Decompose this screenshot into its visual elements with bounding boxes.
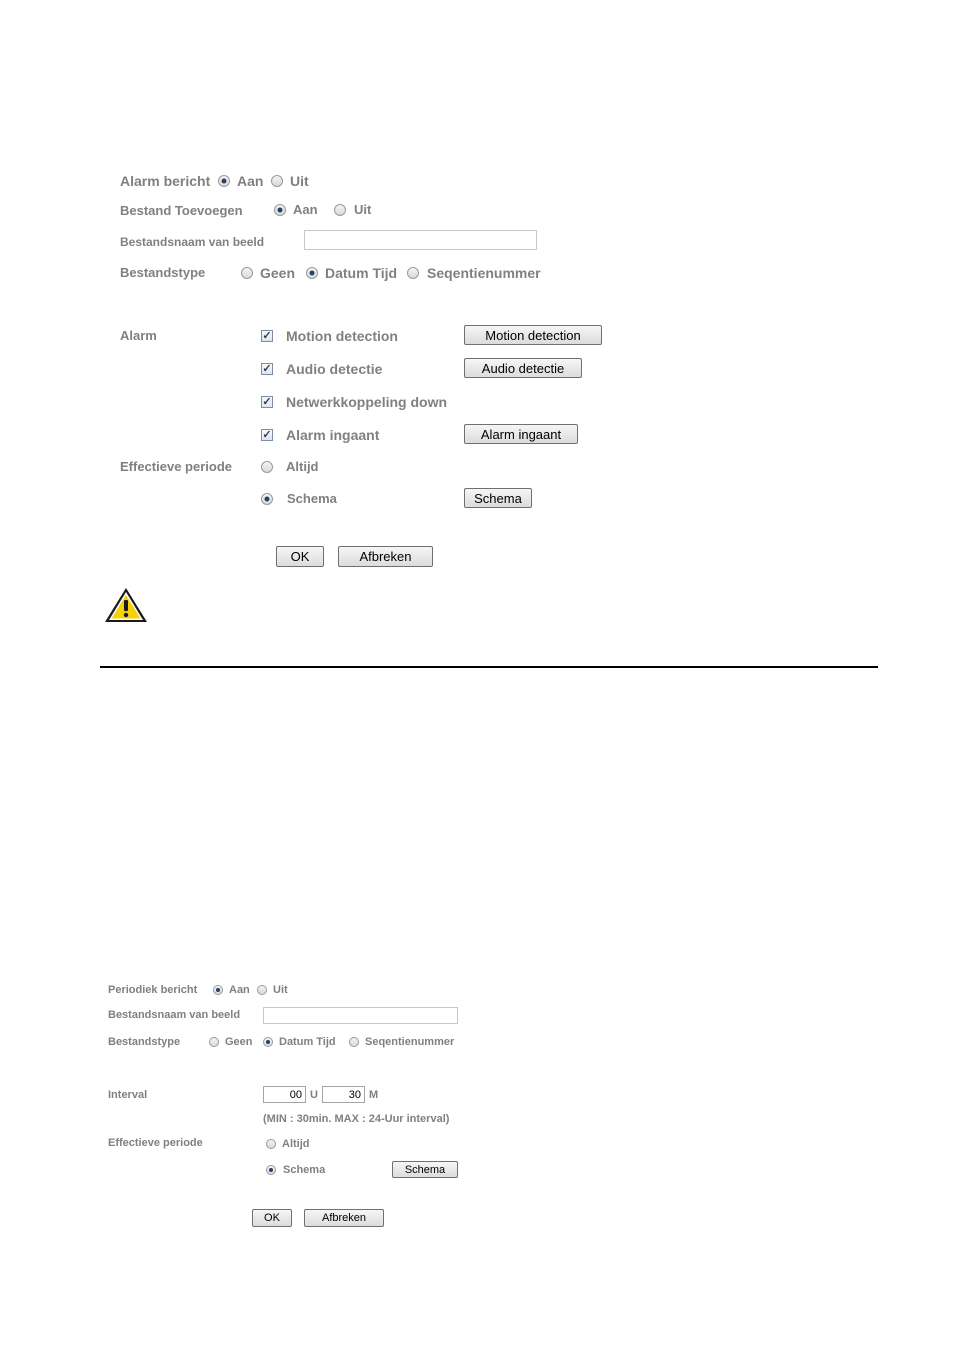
bestandstype-geen-radio[interactable]	[241, 267, 253, 279]
alarm-bericht-uit-label: Uit	[290, 173, 309, 189]
alarm-ingaant-button[interactable]: Alarm ingaant	[464, 424, 578, 444]
effectieve-periode-altijd-label: Altijd	[286, 459, 319, 474]
periodic-ok-button[interactable]: OK	[252, 1209, 292, 1227]
alarm-bericht-aan-radio[interactable]	[218, 175, 230, 187]
periodic-bestandstype-seqentienummer-radio[interactable]	[349, 1037, 359, 1047]
periodic-bestandstype-datum-tijd-radio[interactable]	[263, 1037, 273, 1047]
periodiek-bericht-aan-radio[interactable]	[213, 985, 223, 995]
bestandsnaam-input[interactable]	[304, 230, 537, 250]
ok-button[interactable]: OK	[276, 546, 324, 567]
audio-detectie-label: Audio detectie	[286, 361, 383, 377]
warning-triangle-icon	[103, 586, 149, 624]
periodic-schema-label: Schema	[283, 1164, 326, 1176]
periodiek-bericht-aan-label: Aan	[229, 984, 250, 996]
periodiek-bericht-uit-label: Uit	[273, 984, 288, 996]
bestand-toevoegen-uit-label: Uit	[354, 202, 372, 217]
alarm-ingaant-label: Alarm ingaant	[286, 427, 380, 443]
bestandstype-seqentienummer-label: Seqentienummer	[427, 265, 541, 281]
interval-hours-unit: U	[310, 1089, 318, 1101]
periodic-cancel-button[interactable]: Afbreken	[304, 1209, 384, 1227]
periodiek-bericht-uit-radio[interactable]	[257, 985, 267, 995]
bestandsnaam-label: Bestandsnaam van beeld	[120, 235, 265, 249]
periodic-altijd-radio[interactable]	[266, 1139, 276, 1149]
alarm-bericht-aan-label: Aan	[237, 173, 264, 189]
periodic-schema-radio[interactable]	[266, 1165, 276, 1175]
periodic-schema-button[interactable]: Schema	[392, 1161, 458, 1178]
bestand-toevoegen-aan-radio[interactable]	[274, 204, 286, 216]
bestandstype-geen-label: Geen	[260, 265, 296, 281]
periodic-bestandsnaam-label: Bestandsnaam van beeld	[108, 1009, 241, 1021]
periodic-bestandstype-geen-radio[interactable]	[209, 1037, 219, 1047]
bestandstype-label: Bestandstype	[120, 265, 206, 280]
cancel-button[interactable]: Afbreken	[338, 546, 433, 567]
alarm-bericht-uit-radio[interactable]	[271, 175, 283, 187]
bestand-toevoegen-aan-label: Aan	[293, 202, 318, 217]
periodic-altijd-label: Altijd	[282, 1138, 310, 1150]
periodic-bestandstype-datum-tijd-label: Datum Tijd	[279, 1036, 336, 1048]
periodic-effectieve-periode-label: Effectieve periode	[108, 1137, 203, 1149]
interval-minutes-input[interactable]	[322, 1086, 365, 1103]
motion-detection-button[interactable]: Motion detection	[464, 325, 602, 345]
audio-detectie-checkbox[interactable]: ✓	[262, 363, 272, 375]
section-divider	[100, 666, 878, 668]
alarm-ingaant-checkbox[interactable]: ✓	[262, 429, 272, 441]
motion-detection-label: Motion detection	[286, 328, 398, 344]
interval-minutes-unit: M	[369, 1089, 379, 1101]
bestandstype-datum-tijd-label: Datum Tijd	[325, 265, 398, 281]
alarm-label: Alarm	[120, 328, 157, 343]
alarm-bericht-label: Alarm bericht	[120, 173, 211, 189]
effectieve-periode-schema-label: Schema	[287, 491, 337, 506]
motion-detection-checkbox[interactable]: ✓	[262, 330, 272, 342]
periodic-bestandstype-geen-label: Geen	[225, 1036, 253, 1048]
bestandstype-datum-tijd-radio[interactable]	[306, 267, 318, 279]
netwerkkoppeling-down-checkbox[interactable]: ✓	[262, 396, 272, 408]
bestand-toevoegen-label: Bestand Toevoegen	[120, 203, 243, 218]
netwerkkoppeling-down-label: Netwerkkoppeling down	[286, 394, 448, 410]
interval-hours-input[interactable]	[263, 1086, 306, 1103]
effectieve-periode-label: Effectieve periode	[120, 459, 232, 474]
bestandstype-seqentienummer-radio[interactable]	[407, 267, 419, 279]
interval-hint: (MIN : 30min. MAX : 24-Uur interval)	[263, 1113, 450, 1125]
schema-button[interactable]: Schema	[464, 488, 532, 508]
periodic-bestandstype-label: Bestandstype	[108, 1036, 181, 1048]
periodiek-bericht-label: Periodiek bericht	[108, 984, 198, 996]
audio-detectie-button[interactable]: Audio detectie	[464, 358, 582, 378]
periodic-bestandstype-seqentienummer-label: Seqentienummer	[365, 1036, 455, 1048]
effectieve-periode-altijd-radio[interactable]	[261, 461, 273, 473]
bestand-toevoegen-uit-radio[interactable]	[334, 204, 346, 216]
interval-label: Interval	[108, 1089, 148, 1101]
effectieve-periode-schema-radio[interactable]	[261, 493, 273, 505]
periodic-bestandsnaam-input[interactable]	[263, 1007, 458, 1024]
